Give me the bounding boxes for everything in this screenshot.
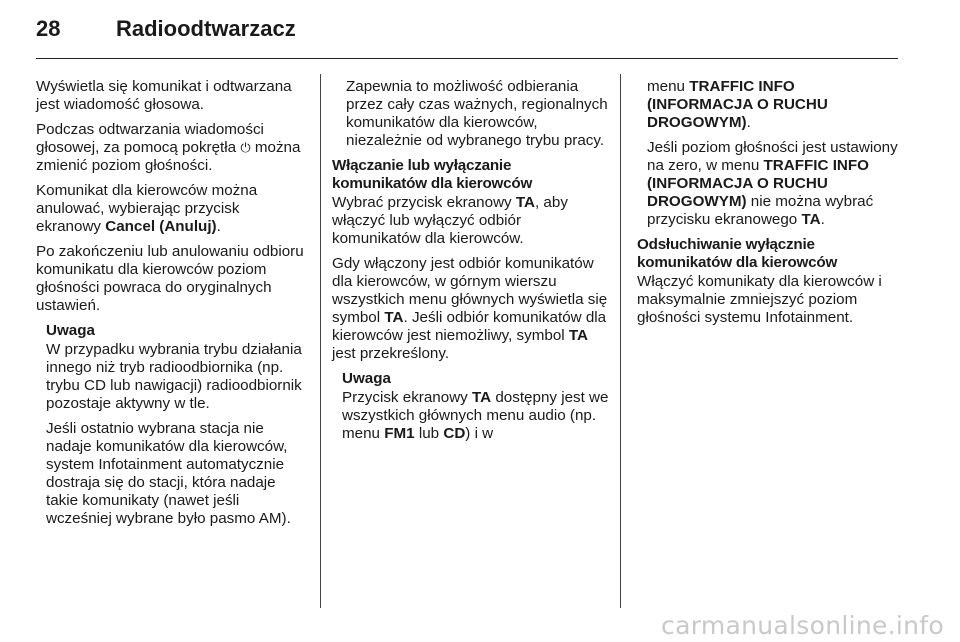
- note-box: [338, 370, 610, 443]
- chapter-title: Radioodtwarzacz: [116, 16, 296, 41]
- note-paragraph: Jeśli ostatnio wybrana stacja nie nadaje komunikatów dla kierowców, system Infotainment automatycznie dostraja się do stacji, która nadaje takie komunikaty (nawet jeśli wcześniej wybrane było pasmo AM).: [46, 420, 291, 527]
- header-divider: [36, 58, 898, 59]
- paragraph: Włączyć komunikaty dla kierowców i maksymalnie zmniejszyć poziom głośności systemu Infotainment.: [637, 273, 882, 326]
- paragraph: Wybrać przycisk ekranowy TA, aby włączyć lub wyłączyć odbiór komunikatów dla kierowców.: [332, 194, 568, 247]
- note-paragraph: menu TRAFFIC INFO (INFORMACJA O RUCHU DROGOWYM).: [647, 78, 828, 131]
- page-number: 28: [36, 16, 61, 41]
- volume-knob-icon: ⏻: [240, 140, 251, 155]
- note-paragraph: Przycisk ekranowy TA dostępny jest we wszystkich głównych menu audio (np. menu FM1 lub CD) i w: [342, 389, 609, 442]
- column-divider-2: [620, 74, 621, 608]
- paragraph: Gdy włączony jest odbiór komunikatów dla kierowców, w górnym wierszu wszystkich menu głównych wyświetla się symbol TA. Jeśli odbiór komunikatów dla kierowców jest niemożliwy, symbol TA jest przekreślony.: [332, 255, 608, 362]
- watermark: carmanualsonline.info: [661, 611, 944, 640]
- paragraph: Wyświetla się komunikat i odtwarzana jest wiadomość głosowa.: [36, 78, 292, 113]
- section-body: [332, 194, 610, 363]
- page-header: [36, 16, 296, 52]
- note-title: Uwaga: [46, 322, 95, 339]
- paragraph: Komunikat dla kierowców można anulować, wybierając przycisk ekranowy Cancel (Anuluj).: [36, 182, 258, 235]
- column-divider-1: [320, 74, 321, 608]
- note-paragraph: Jeśli poziom głośności jest ustawiony na zero, w menu TRAFFIC INFO (INFORMACJA O RUCHU DROGOWYM) nie można wybrać przycisku ekranowego TA.: [647, 139, 898, 228]
- section-heading: Włączanie lub wyłączanie komunikatów dla kierowców: [332, 157, 533, 192]
- column-3: [637, 78, 901, 334]
- note-paragraph: W przypadku wybrania trybu działania innego niż tryb radioodbiornika (np. trybu CD lub nawigacji) radioodbiornik pozostaje aktywny w tle.: [46, 341, 302, 412]
- note-box: [36, 322, 308, 528]
- column-2: [332, 78, 610, 450]
- section-heading: Odsłuchiwanie wyłącznie komunikatów dla kierowców: [637, 236, 838, 271]
- column-1: [36, 78, 308, 535]
- note-continuation: [338, 78, 610, 150]
- paragraph: Po zakończeniu lub anulowaniu odbioru komunikatu dla kierowców poziom głośności powraca do oryginalnych ustawień.: [36, 243, 304, 314]
- button-label: Cancel (Anuluj): [105, 218, 217, 235]
- note-continuation: [637, 78, 901, 229]
- note-paragraph: Zapewnia to możliwość odbierania przez cały czas ważnych, regionalnych komunikatów dla kierowców, niezależnie od wybranego trybu pracy.: [346, 78, 608, 149]
- paragraph: Podczas odtwarzania wiadomości głosowej, za pomocą pokrętła ⏻ można zmienić poziom głośności.: [36, 121, 301, 174]
- note-title: Uwaga: [342, 370, 391, 387]
